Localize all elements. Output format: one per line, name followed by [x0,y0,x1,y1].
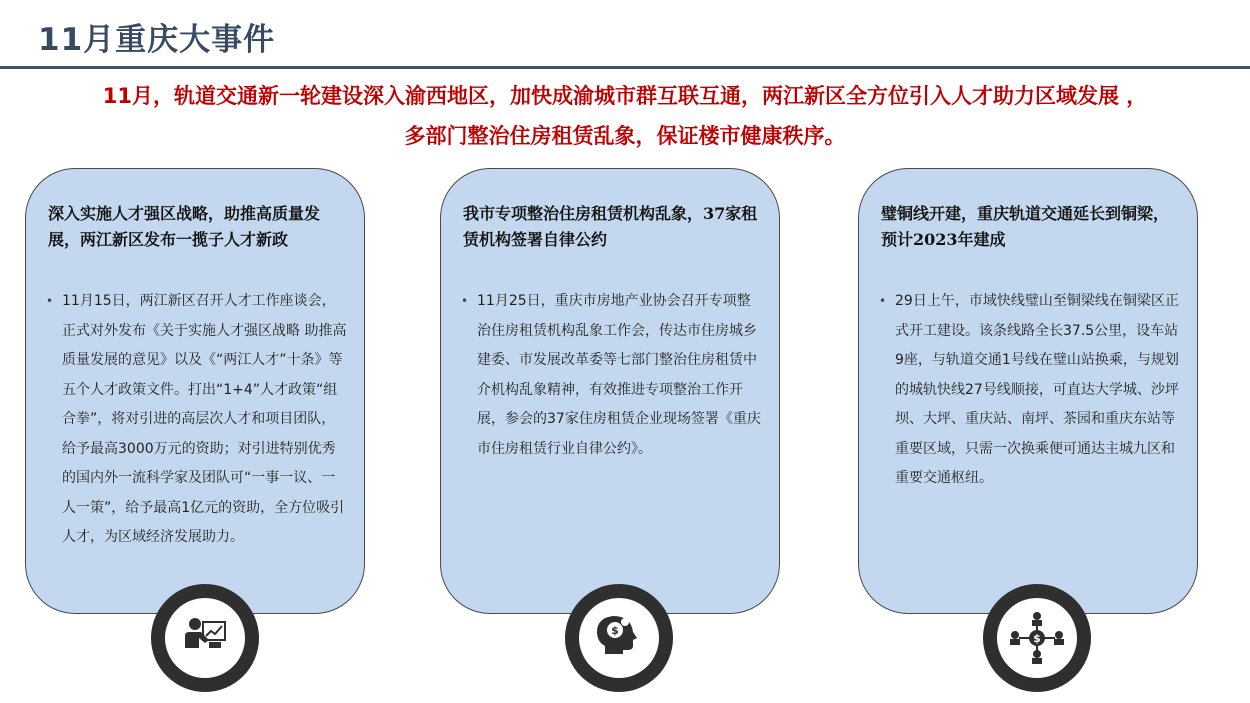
event-card-talent [25,168,365,614]
badge-presenter [151,584,259,692]
headline-line-2: 多部门整治住房租赁乱象，保证楼市健康秩序。 [404,124,846,148]
network-money-icon [997,598,1077,678]
headline-line-1: 11月，轨道交通新一轮建设深入渝西地区，加快成渝城市群互联互通，两江新区全方位引入人才助力区域发展 ， [102,84,1148,108]
card-body [879,287,1181,494]
svg-text:$: $ [611,624,619,637]
title-divider [0,66,1250,69]
badge-network [983,584,1091,692]
presenter-growth-icon [165,598,245,678]
event-card-rail [858,168,1198,614]
card-body-text: 29日上午，市域快线璧山至铜梁线在铜梁区正式开工建设。该条线路全长37.5公里，设车站9座，与轨道交通1号线在璧山站换乘，与规划的城轨快线27号线顺接，可直达大学城、沙坪坝、大坪、重庆站、南坪、茶园和重庆东站等重要区域，只需一次换乘便可通达主城九区和重要交通枢纽。 [895,293,1179,486]
event-card-rental [440,168,780,614]
bullet-icon: • [46,294,54,308]
badge-head-money [565,584,673,692]
card-title: 我市专项整治住房租赁机构乱象，37家租赁机构签署自律公约 [463,204,758,249]
card-body-text: 11月15日，两江新区召开人才工作座谈会，正式对外发布《关于实施人才强区战略 助推高质量发展的意见》以及《“两江人才”十条》等五个人才政策文件。打出“1+4”人才政策“组合拳”，将对引进的高层次人才和项目团队，给予最高3000万元的资助；对引进特别优秀的国内外一流科学家及团队可“一事一议、一人一策”，给予最高1亿元的资助，全方位吸引人才，为区域经济发展助力。 [62,293,347,545]
card-body-text: 11月25日，重庆市房地产业协会召开专项整治住房租赁机构乱象工作会，传达市住房城乡建委、市发展改革委等七部门整治住房租赁中介机构乱象精神，有效推进专项整治工作开展，参会的37家住房租赁企业现场签署《重庆市住房租赁行业自律公约》。 [477,293,761,457]
svg-text:$: $ [1033,632,1041,645]
card-body [46,287,348,553]
card-body [461,287,763,464]
head-money-icon [579,598,659,678]
page-title: 11月重庆大事件 [38,22,276,58]
bullet-icon: • [879,294,887,308]
card-title: 深入实施人才强区战略，助推高质量发展，两江新区发布一揽子人才新政 [48,204,321,249]
bullet-icon: • [461,294,469,308]
card-title: 璧铜线开建，重庆轨道交通延长到铜梁，预计2023年建成 [881,204,1170,249]
headline [0,76,1250,156]
